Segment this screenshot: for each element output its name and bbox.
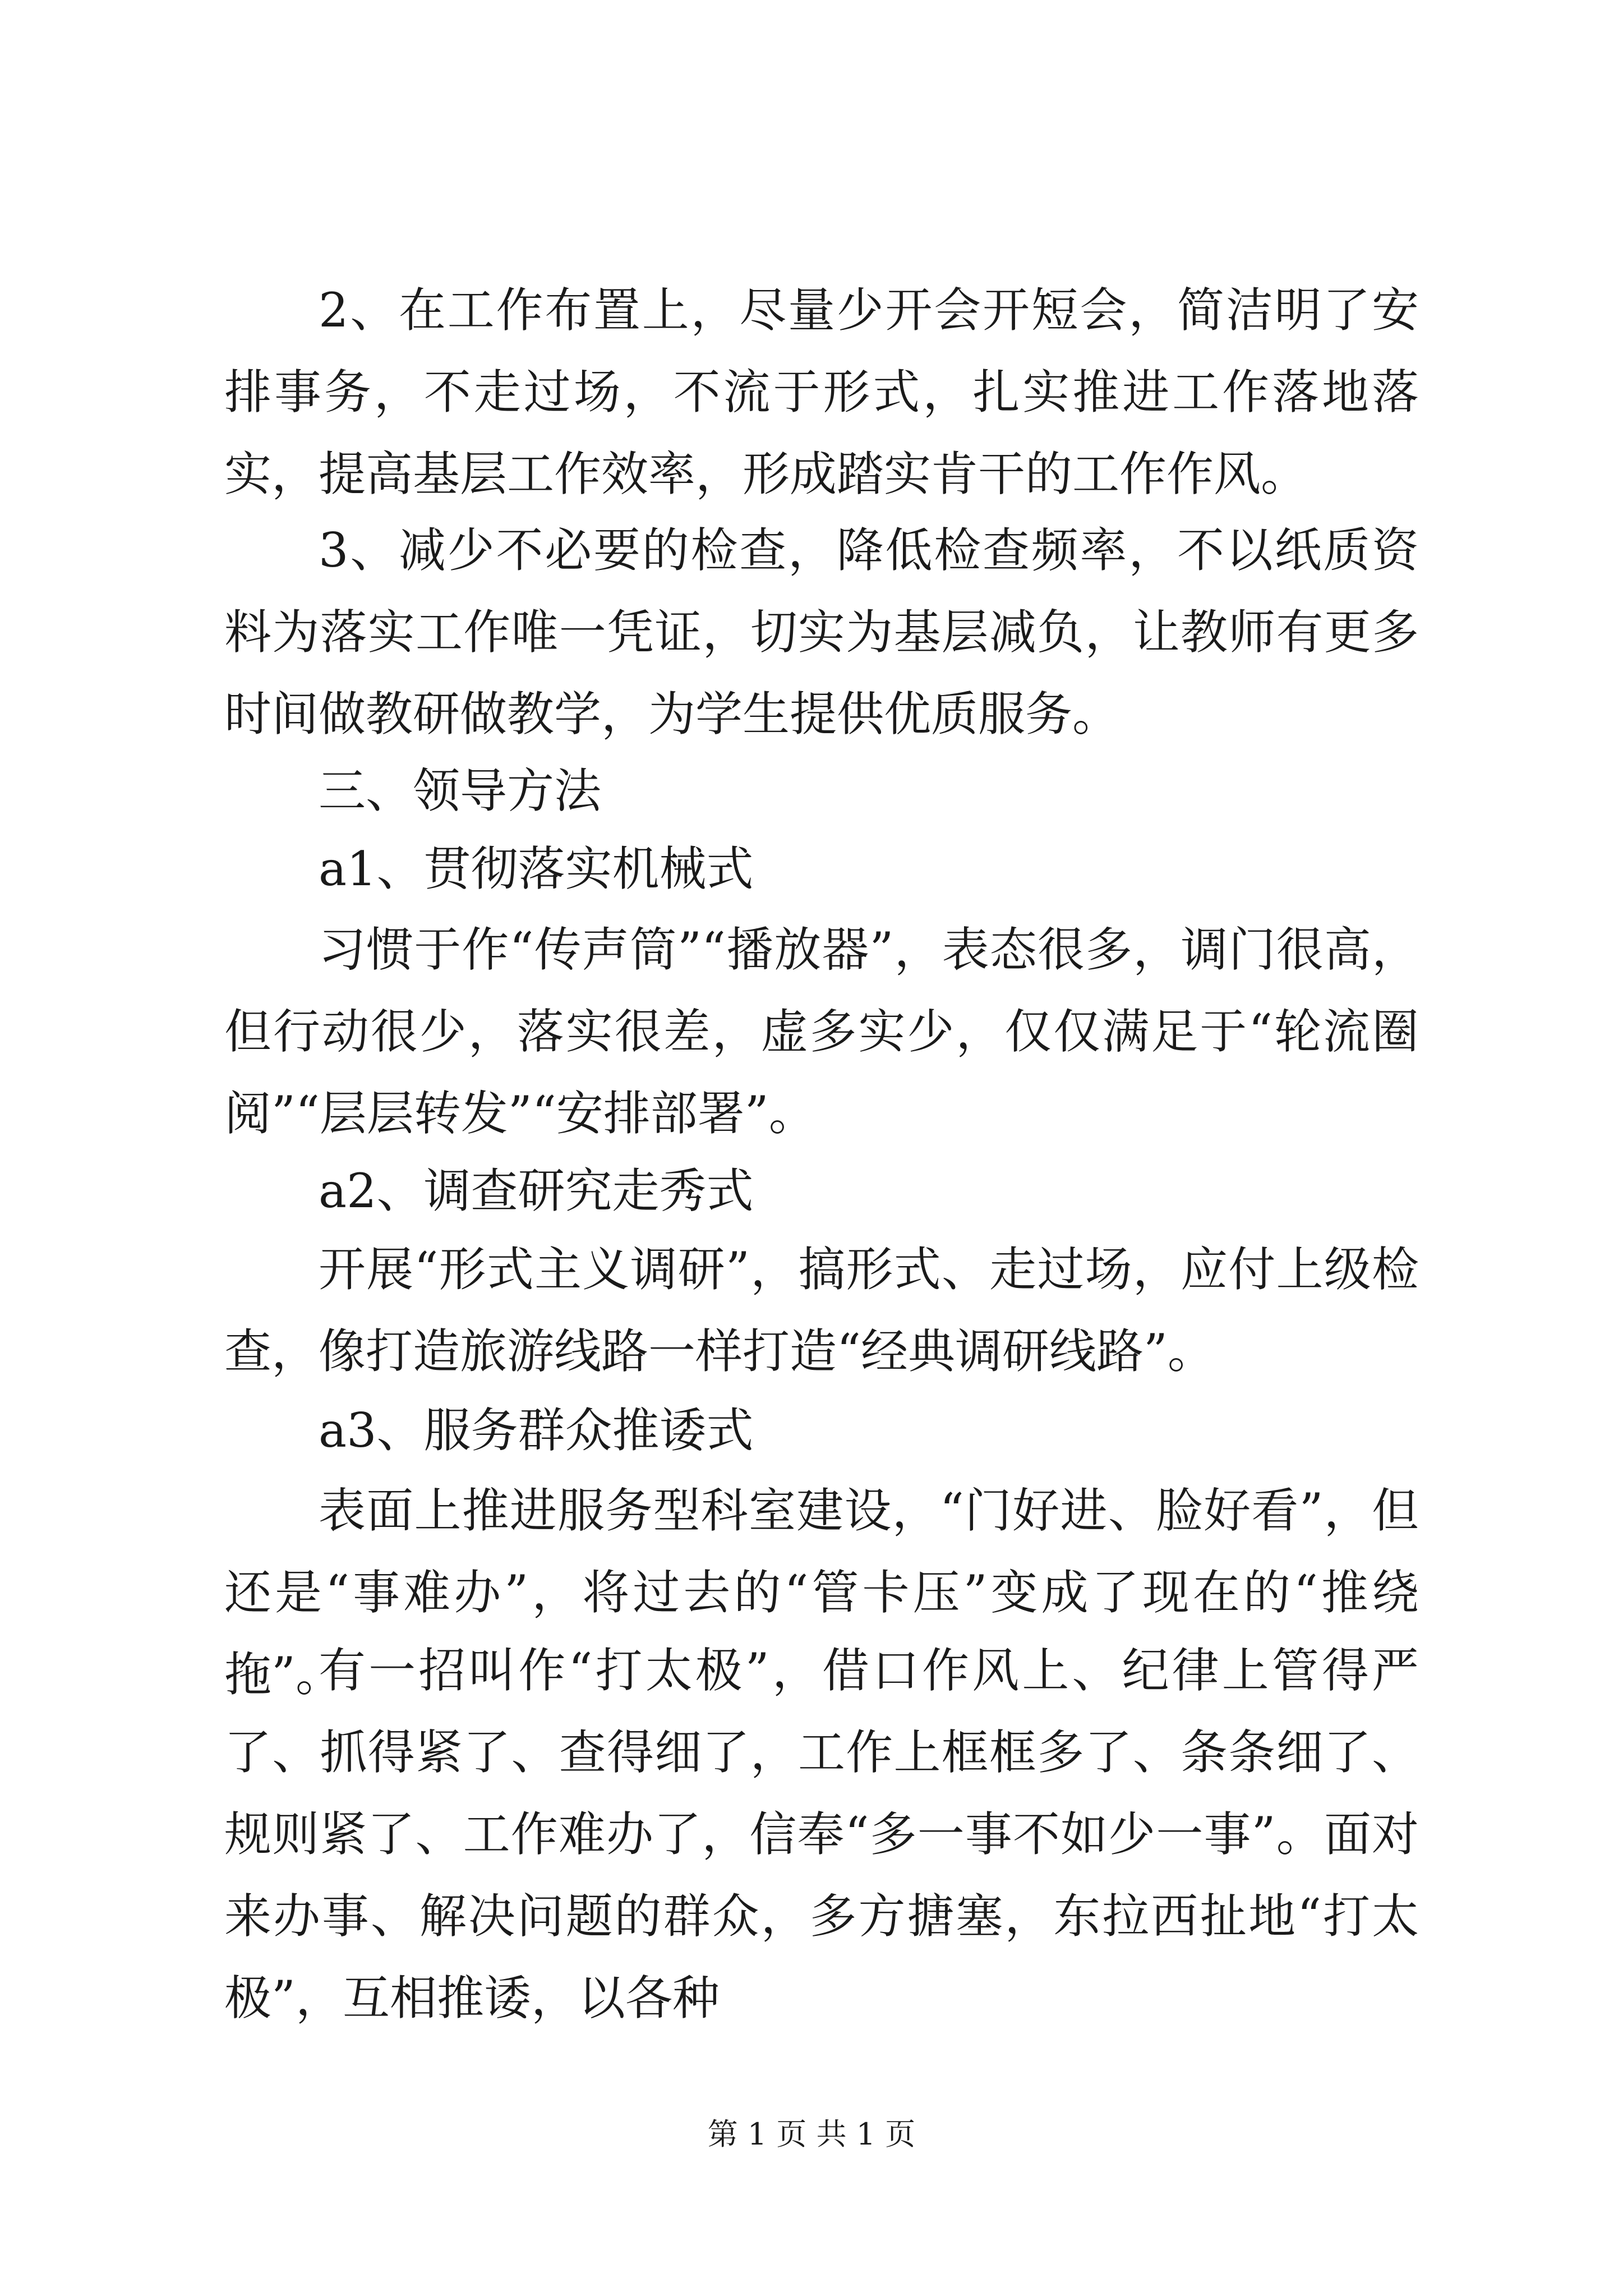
section-heading-leadership-method: 三、领导方法 [319, 763, 602, 818]
paragraph-item-3: 3、减少不必要的检查，降低检查频率，不以纸质资料为落实工作唯一凭证，切实为基层减负，让教师有更多时间做教研做教学，为学生提供优质服务。 [224, 523, 1419, 742]
subheading-a3: a3、服务群众推诿式 [319, 1403, 754, 1458]
paragraph-a1-body: 习惯于作“传声筒”“播放器”，表态很多，调门很高，但行动很少，落实很差，虚多实少，仅仅满足于“轮流圈阅”“层层转发”“安排部署”。 [224, 922, 1419, 1141]
subheading-a1: a1、贯彻落实机械式 [319, 841, 754, 896]
subheading-a2: a2、调查研究走秀式 [319, 1163, 754, 1218]
paragraph-item-2: 2、在工作布置上，尽量少开会开短会，简洁明了安排事务，不走过场，不流于形式，扎实推进工作落地落实，提高基层工作效率，形成踏实肯干的工作作风。 [224, 283, 1419, 501]
paragraph-a2-body: 开展“形式主义调研”，搞形式、走过场，应付上级检查，像打造旅游线路一样打造“经典调研线路”。 [224, 1242, 1419, 1379]
paragraph-a3-body: 表面上推进服务型科室建设，“门好进、脸好看”，但还是“事难办”，将过去的“管卡压”变成了现在的“推绕拖”。 [224, 1483, 1419, 1702]
page-footer: 第 1 页 共 1 页 [707, 2116, 916, 2152]
paragraph-tai-chi: 有一招叫作“打太极”，借口作风上、纪律上管得严了、抓得紧了、查得细了，工作上框框多了、条条细了、规则紧了、工作难办了，信奉“多一事不如少一事”。面对来办事、解决问题的群众，多方搪塞，东拉西扯地“打太极”，互相推诿，以各种 [224, 1643, 1419, 2026]
